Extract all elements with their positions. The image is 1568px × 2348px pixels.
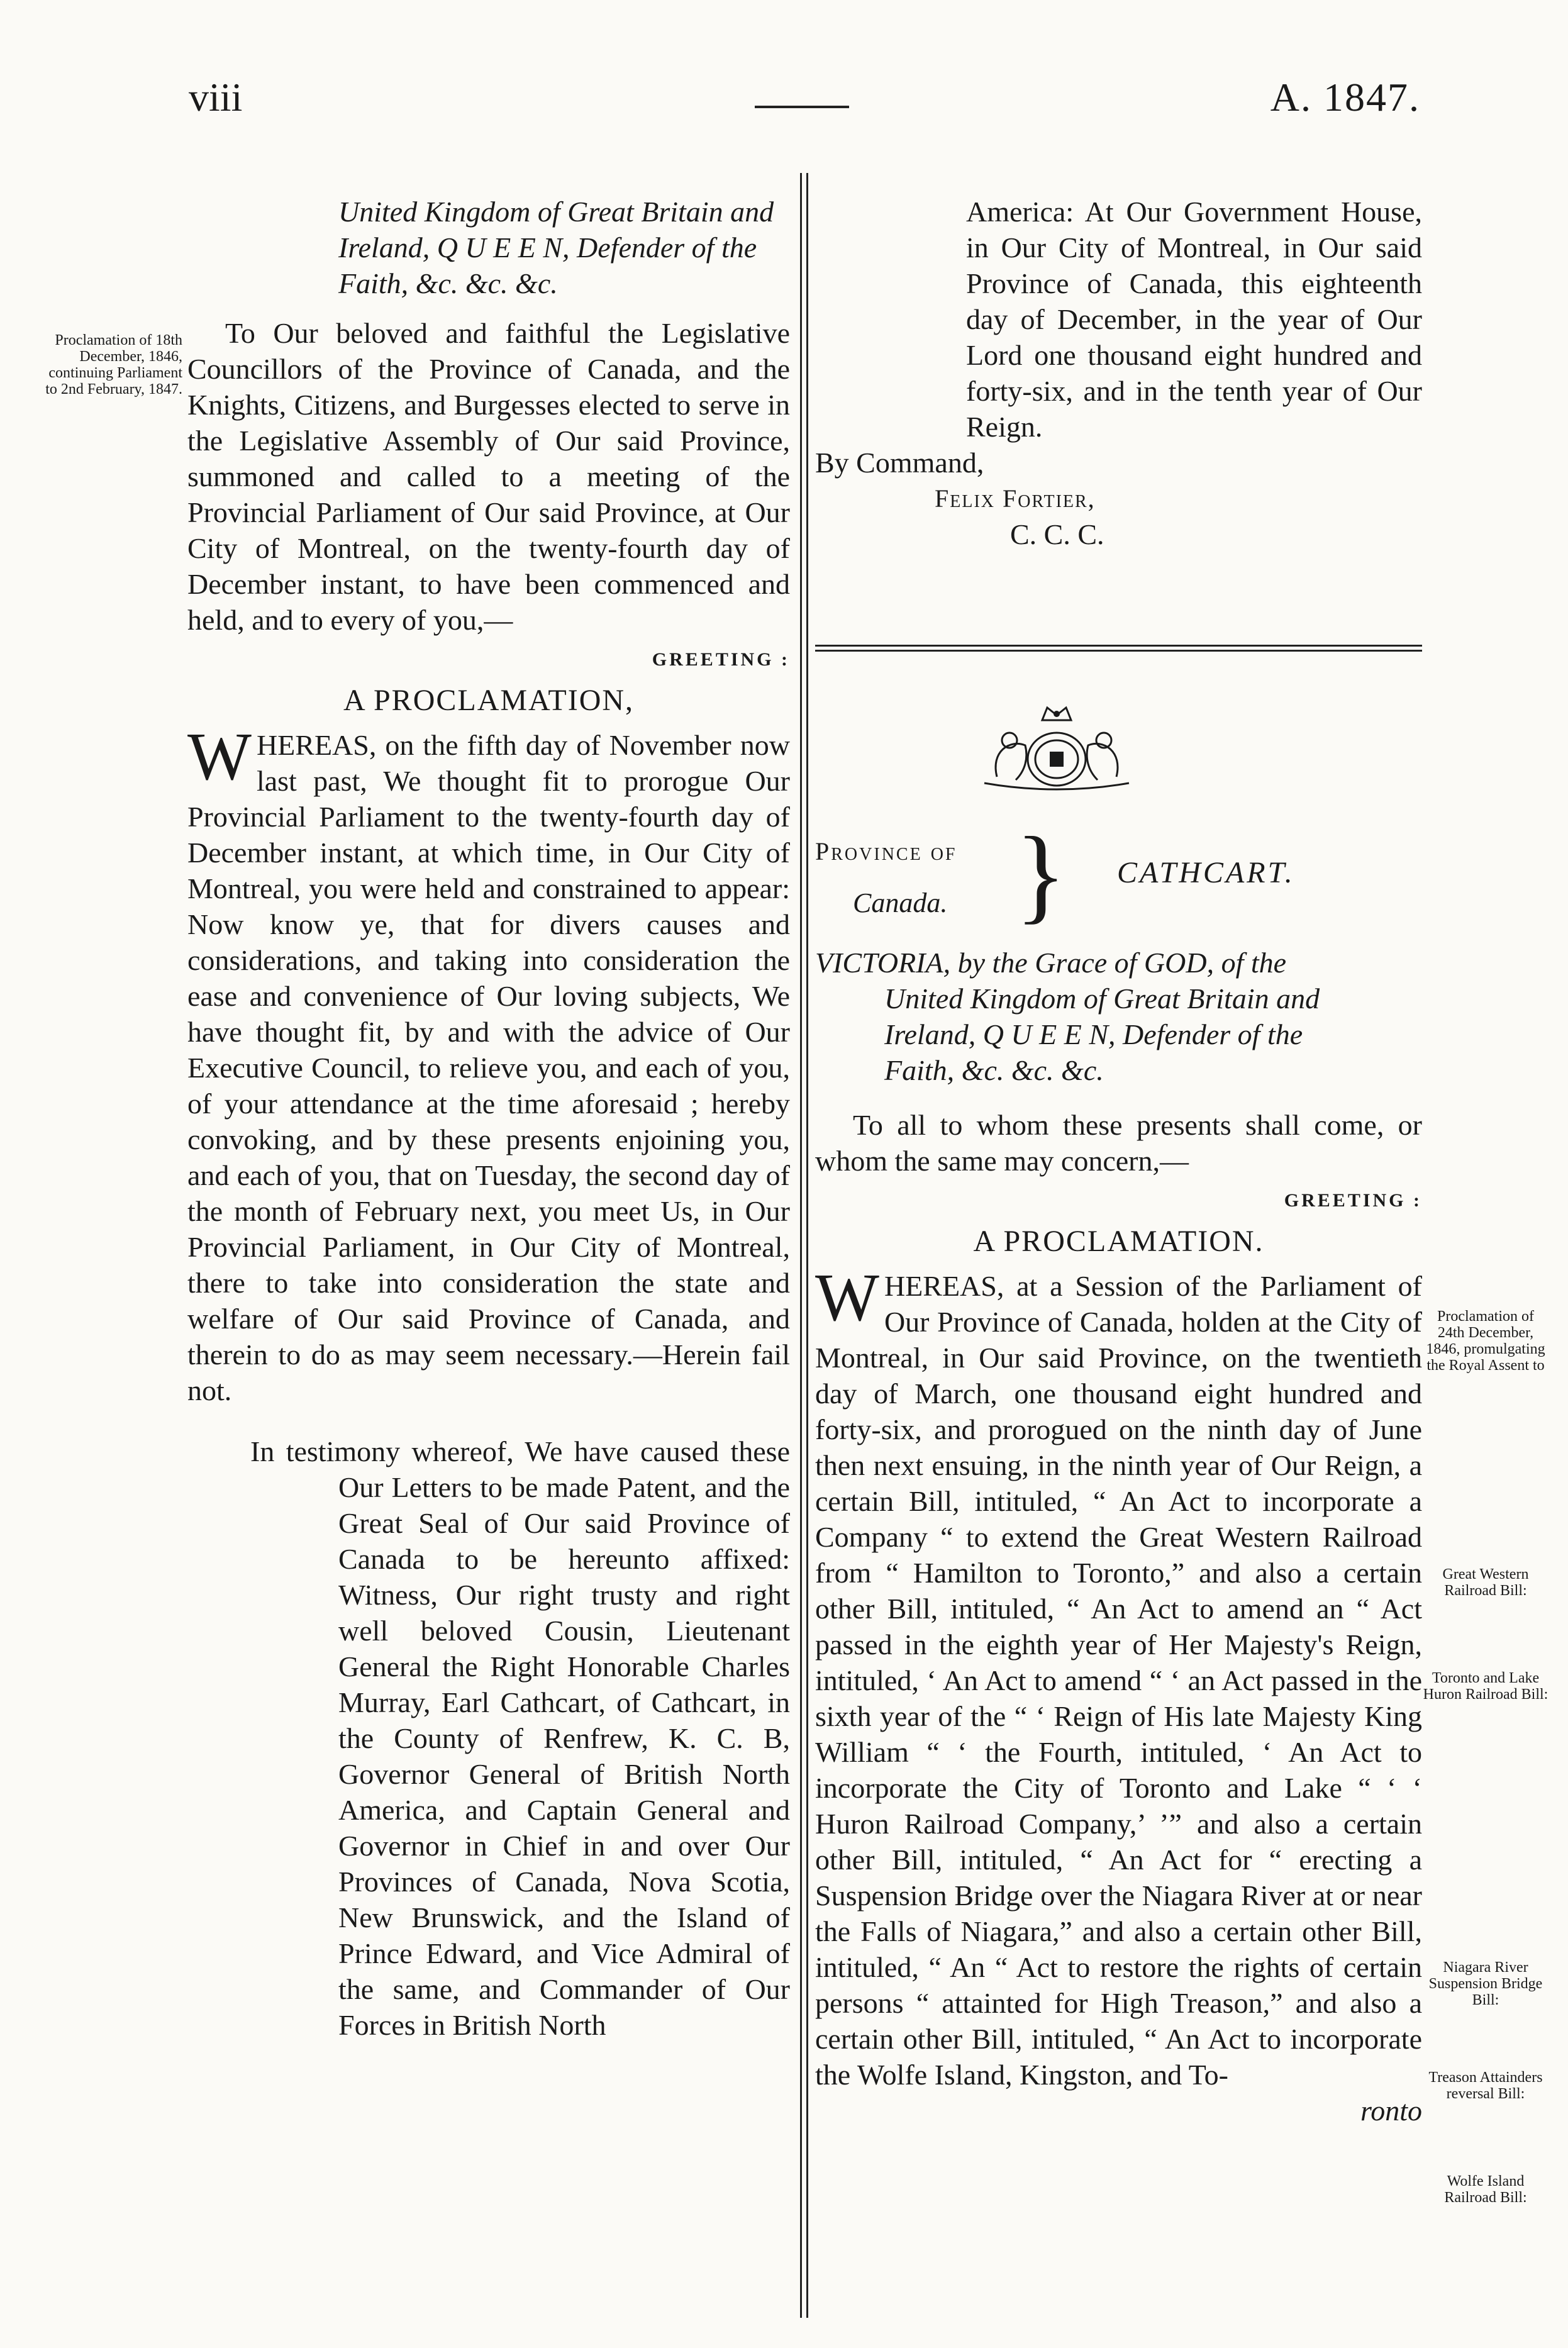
title-line: Faith, &c. &c. &c. <box>884 1054 1104 1086</box>
by-command: By Command, <box>815 447 984 479</box>
proclamation-title: A PROCLAMATION. <box>973 1225 1264 1258</box>
province-name: Canada. <box>853 887 948 918</box>
signer-title: C. C. C. <box>1010 518 1104 550</box>
drop-cap: W <box>815 1260 879 1335</box>
province-of: Province of <box>815 837 957 865</box>
right-column-top <box>815 194 1422 552</box>
testimony-continued: America: At Our Government House, in Our City of Montreal, in Our said Province of Canada, this eighteenth day of December, in the year of Our Lord one thousand eight hundred and forty-six, and in the tenth year of Our Reign. <box>966 196 1422 443</box>
title-line: United Kingdom of Great Britain and <box>884 982 1320 1015</box>
title-line: Ireland, Q U E E N, Defender of the <box>338 231 757 264</box>
to-all-paragraph: To all to whom these presents shall come, or whom the same may concern,— <box>815 1109 1422 1177</box>
header-rule <box>755 106 849 108</box>
proclamation-title: A PROCLAMATION, <box>343 684 635 717</box>
section-rule <box>815 645 1422 647</box>
margin-note-right: Toronto and Lake Huron Railroad Bill: <box>1423 1670 1549 1703</box>
margin-note-right: Proclamation of 24th December, 1846, promulgating the Royal Assent to <box>1426 1308 1545 1374</box>
brace-icon: } <box>1015 815 1067 933</box>
title-line: Ireland, Q U E E N, Defender of the <box>884 1018 1303 1050</box>
royal-crest-icon <box>972 701 1142 796</box>
testimony-paragraph: In testimony whereof, We have caused these Our Letters to be made Patent, and the Great Seal of Our said Province of Canada to be hereunto affixed: Witness, Our right trusty and right well beloved Cousin, Lieutenant General the Right Honorable Charles Murray, Earl Cathcart, of Cathcart, in the County of Renfrew, K. C. B, Governor General of British North America, and Captain General and Governor in Chief in and over Our Provinces of Canada, Nova Scotia, New Brunswick, and the Island of Prince Edward, and Vice Admiral of the same, and Commander of Our Forces in British North <box>250 1435 790 2041</box>
left-column <box>187 194 790 2043</box>
margin-note-right: Wolfe Island Railroad Bill: <box>1444 2173 1527 2206</box>
margin-note-right: Niagara River Suspension Bridge Bill: <box>1428 1959 1543 2008</box>
province-heading <box>815 815 1422 933</box>
margin-note-right: Great Western Railroad Bill: <box>1442 1566 1529 1599</box>
proclamation-body-text: HEREAS, at a Session of the Parliament of Our Province of Canada, holden at the City of Montreal, in Our said Province, on the twentieth day of March, one thousand eight hundred and forty-six, and prorogued on the ninth day of June then next ensuing, in the ninth year of Our Reign, a certain Bill, intituled, “ An Act to incorporate a Company “ to extend the Great Western Railroad from “ Hamilton to Toronto,” and also a certain other Bill, intituled, “ An Act to amend an “ Act passed in the eighth year of Her Majesty's Reign, intituled, ‘ An Act to amend “ ‘ an Act passed in the sixth year of the “ ‘ Reign of His late Majesty King William “ ‘ the Fourth, intituled, ‘ An Act to incorporate the City of Toronto and Lake “ ‘ ‘ Huron Railroad Company,’ ’” and also a certain other Bill, intituled, “ An Act for “ erecting a Suspension Bridge over the Niagara River at or near the Falls of Niagara,” and also a certain other Bill, intituled, “ An “ Act to restore the rights of certain persons “ attainted for High Treason,” and also a certain other Bill, intituled, “ An Act to incorporate the Wolfe Island, Kingston, and To- <box>815 1270 1422 2091</box>
continued-word: ronto <box>1360 2095 1422 2127</box>
column-divider-double <box>806 173 808 2318</box>
greeting: GREETING : <box>1284 1190 1422 1211</box>
signer-name: Felix Fortier, <box>935 484 1096 513</box>
section-rule-double <box>815 650 1422 652</box>
proclamation-body <box>815 1260 1422 2093</box>
margin-note-right: Treason Attainders reversal Bill: <box>1428 2069 1543 2102</box>
greeting: GREETING : <box>652 649 790 670</box>
governor-name: CATHCART. <box>1117 856 1295 889</box>
right-column-bottom <box>815 945 1422 2128</box>
proclamation-body-text: HEREAS, on the fifth day of November now last past, We thought fit to prorogue Our Provincial Parliament to the twenty-fourth day of December instant, at which time, in Our City of Montreal, you were held and constrained to appear: Now know ye, that for divers causes and considerations, and taking into consideration the ease and convenience of Our loving subjects, We have thought fit, by and with the advice of Our Executive Council, to relieve you, and each of you, of your attendance at the time aforesaid ; hereby convoking, and by these presents enjoining you, and each of you, that on Tuesday, the second day of the month of February next, you meet Us, in Our Provincial Parliament, in Our City of Montreal, there to take into consideration the state and welfare of Our said Province of Canada, and therein to do as may seem necessary.—Herein fail not. <box>187 729 790 1406</box>
title-line: Faith, &c. &c. &c. <box>338 267 558 299</box>
drop-cap: W <box>187 720 252 794</box>
address-paragraph: To Our beloved and faithful the Legislative Councillors of the Province of Canada, and the Knights, Citizens, and Burgesses elected to serve in the Legislative Assembly of Our said Province, summoned and called to a meeting of the Provincial Parliament of Our said Province, at Our City of Montreal, on the twenty-fourth day of December instant, to have been commenced and held, and to every of you,— <box>187 317 790 636</box>
page-year: A. 1847. <box>1270 75 1420 120</box>
proclamation-body <box>187 720 790 1408</box>
margin-note-left: Proclamation of 18th December, 1846, continuing Parliament to 2nd February, 1847. <box>45 332 182 398</box>
column-divider <box>800 173 802 2318</box>
title-line: VICTORIA, by the Grace of GOD, of the <box>815 947 1287 979</box>
title-line: United Kingdom of Great Britain and <box>338 196 774 228</box>
page-number: viii <box>189 75 243 120</box>
